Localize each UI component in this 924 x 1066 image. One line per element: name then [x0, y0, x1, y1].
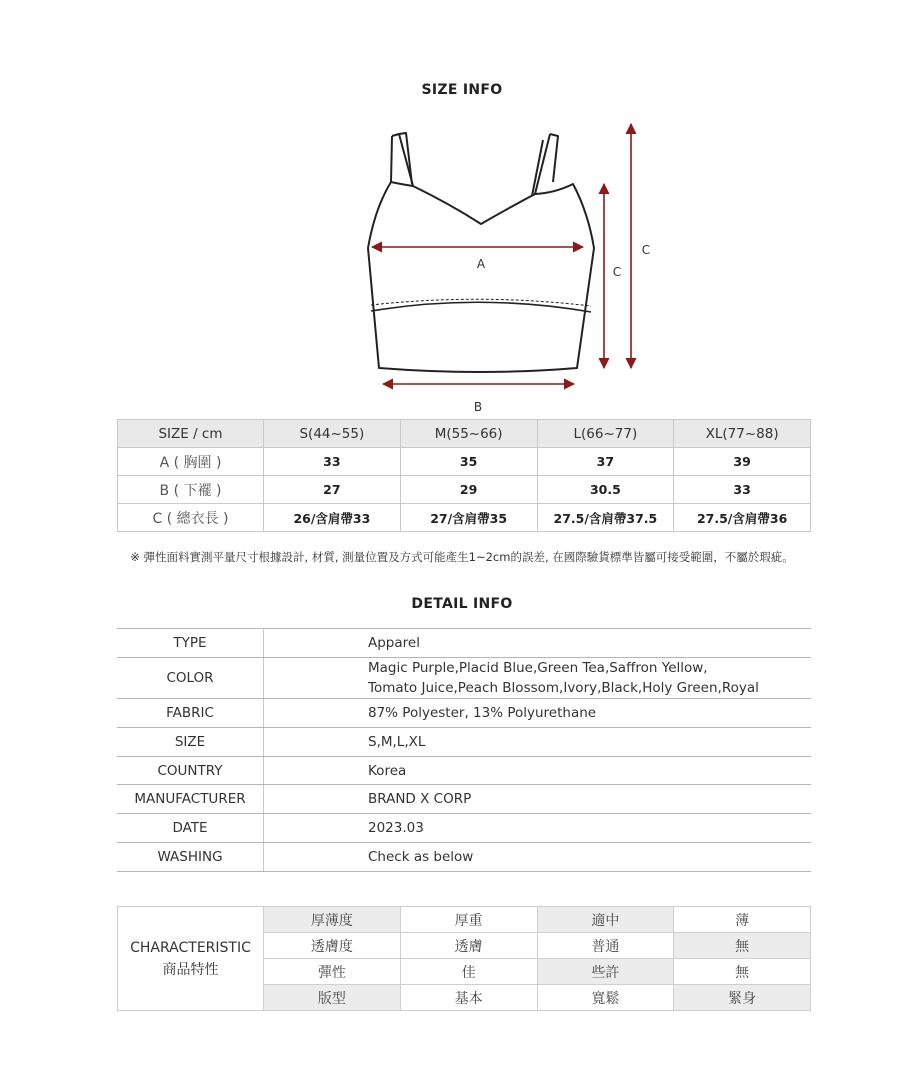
char-option: 透膚 — [400, 933, 537, 959]
cell-value: 37 — [537, 448, 674, 476]
detail-key-size: SIZE — [117, 728, 264, 757]
garment-size-diagram — [355, 118, 675, 418]
char-option: 無 — [674, 933, 811, 959]
label-c-outer: C — [641, 243, 651, 257]
cell-value: 27 — [264, 476, 401, 504]
char-attr-sheerness: 透膚度 — [264, 933, 401, 959]
detail-value-size: S,M,L,XL — [264, 728, 812, 757]
detail-value-country: Korea — [264, 757, 812, 785]
char-option: 厚重 — [400, 907, 537, 933]
characteristic-label-zh: 商品特性 — [162, 961, 219, 978]
detail-value-color — [264, 658, 812, 699]
char-option: 緊身 — [674, 985, 811, 1011]
detail-info-title: DETAIL INFO — [411, 596, 513, 612]
header-size-s: S(44~55) — [264, 420, 401, 448]
char-option: 佳 — [400, 959, 537, 985]
header-size-xl: XL(77~88) — [674, 420, 811, 448]
char-option: 適中 — [537, 907, 674, 933]
color-line-2: Tomato Juice,Peach Blossom,Ivory,Black,Holy Green,Royal — [368, 680, 759, 696]
cell-value: 27.5/含肩帶36 — [674, 504, 811, 532]
cell-value: 29 — [400, 476, 537, 504]
row-label-a: A ( 胸圍 ) — [118, 448, 264, 476]
cell-value: 33 — [264, 448, 401, 476]
cell-value: 26/含肩帶33 — [264, 504, 401, 532]
label-c-inner: C — [612, 265, 622, 279]
crop-top-outline — [368, 133, 594, 372]
characteristic-label-en: CHARACTERISTIC — [130, 939, 251, 956]
table-row — [118, 448, 811, 476]
label-b: B — [473, 400, 483, 414]
char-option: 基本 — [400, 985, 537, 1011]
char-option: 薄 — [674, 907, 811, 933]
size-table — [117, 419, 811, 532]
row-label-c: C ( 總衣長 ) — [118, 504, 264, 532]
table-row — [117, 785, 811, 814]
size-table-header — [118, 420, 811, 448]
cell-value: 39 — [674, 448, 811, 476]
detail-key-manufacturer: MANUFACTURER — [117, 785, 264, 814]
table-row — [117, 658, 811, 699]
cell-value: 35 — [400, 448, 537, 476]
header-size-l: L(66~77) — [537, 420, 674, 448]
header-size-m: M(55~66) — [400, 420, 537, 448]
detail-key-fabric: FABRIC — [117, 699, 264, 728]
table-row — [117, 728, 811, 757]
detail-value-fabric: 87% Polyester, 13% Polyurethane — [264, 699, 812, 728]
header-size-cm: SIZE / cm — [118, 420, 264, 448]
detail-table — [117, 628, 811, 872]
table-row — [117, 757, 811, 785]
cell-value: 27.5/含肩帶37.5 — [537, 504, 674, 532]
char-option: 普通 — [537, 933, 674, 959]
color-line-1: Magic Purple,Placid Blue,Green Tea,Saffron Yellow, — [368, 660, 708, 676]
detail-value-manufacturer: BRAND X CORP — [264, 785, 812, 814]
table-row — [117, 699, 811, 728]
cell-value: 30.5 — [537, 476, 674, 504]
cell-value: 33 — [674, 476, 811, 504]
table-row — [118, 476, 811, 504]
char-attr-elasticity: 彈性 — [264, 959, 401, 985]
table-row — [118, 504, 811, 532]
char-option: 寬鬆 — [537, 985, 674, 1011]
cell-value: 27/含肩帶35 — [400, 504, 537, 532]
label-a: A — [476, 257, 486, 271]
table-row — [117, 629, 811, 658]
table-row — [118, 907, 811, 933]
characteristic-label — [118, 907, 264, 1011]
detail-value-date: 2023.03 — [264, 814, 812, 843]
detail-key-country: COUNTRY — [117, 757, 264, 785]
char-attr-fit: 版型 — [264, 985, 401, 1011]
char-option: 些許 — [537, 959, 674, 985]
table-row — [117, 843, 811, 872]
char-option: 無 — [674, 959, 811, 985]
detail-value-type: Apparel — [264, 629, 812, 658]
detail-value-washing: Check as below — [264, 843, 812, 872]
table-row — [117, 814, 811, 843]
detail-key-date: DATE — [117, 814, 264, 843]
row-label-b: B ( 下襬 ) — [118, 476, 264, 504]
size-info-title: SIZE INFO — [421, 82, 503, 98]
detail-key-color: COLOR — [117, 658, 264, 699]
char-attr-thickness: 厚薄度 — [264, 907, 401, 933]
characteristic-table — [117, 906, 811, 1011]
detail-key-type: TYPE — [117, 629, 264, 658]
detail-key-washing: WASHING — [117, 843, 264, 872]
measurement-note: ※ 彈性面料實測平量尺寸根據設計, 材質, 測量位置及方式可能產生1~2cm的誤差, 在國際驗貨標準皆屬可接受範圍，不屬於瑕疵。 — [130, 550, 794, 564]
